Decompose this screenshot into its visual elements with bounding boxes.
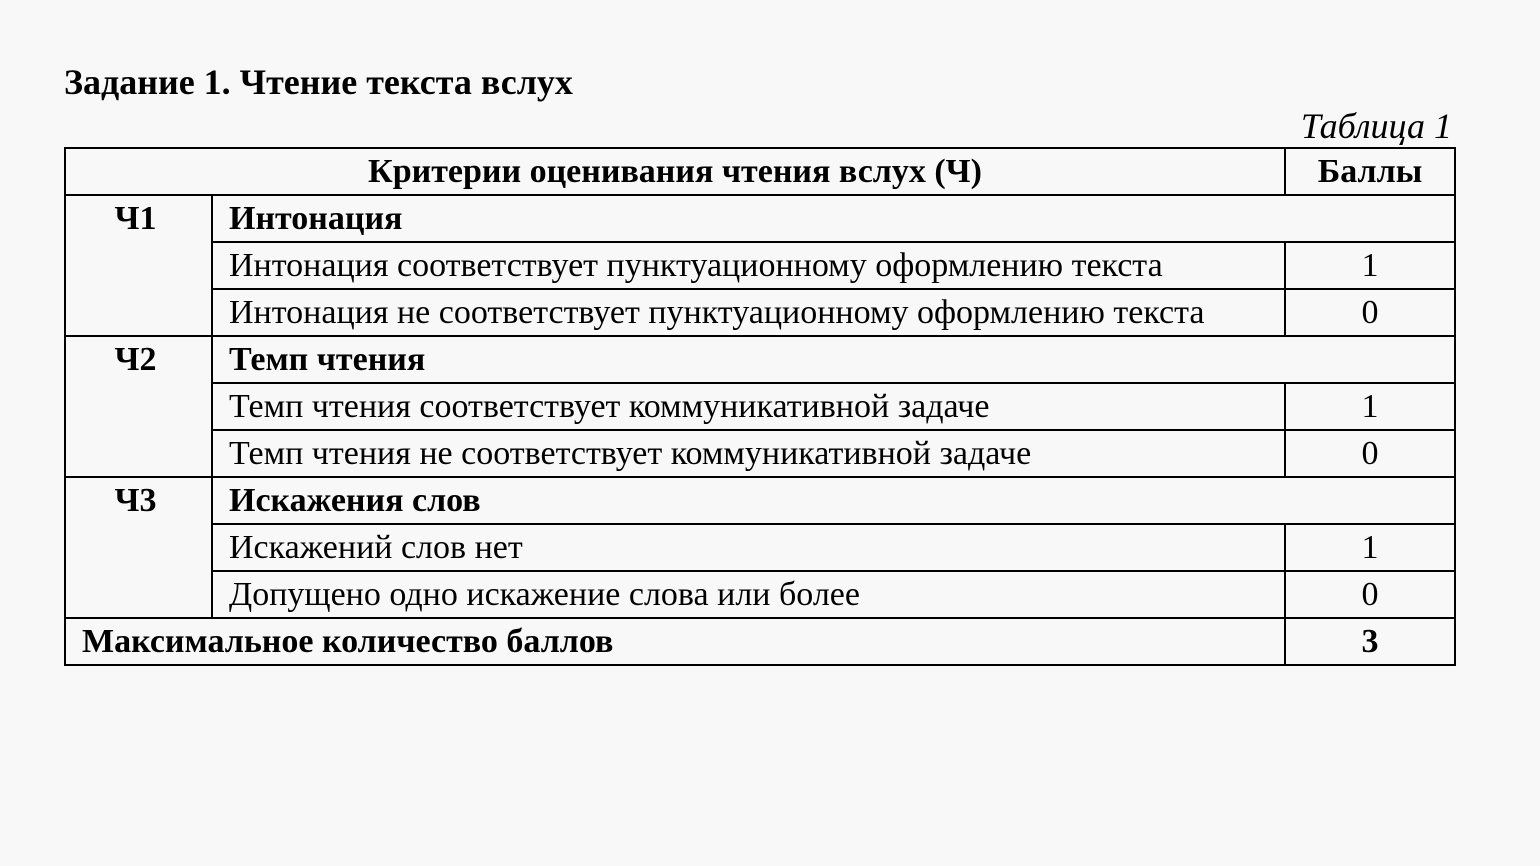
table-caption: Таблица 1: [1300, 106, 1452, 146]
criterion-title: Интонация: [212, 195, 1455, 242]
table-row: [65, 430, 1455, 477]
criterion-points: 1: [1285, 524, 1455, 571]
criteria-table: [64, 147, 1456, 666]
header-points: Баллы: [1285, 148, 1455, 195]
criterion-code: Ч1: [65, 195, 212, 336]
criterion-title: Темп чтения: [212, 336, 1455, 383]
criterion-description: Допущено одно искажение слова или более: [212, 571, 1285, 618]
criterion-points: 0: [1285, 289, 1455, 336]
criterion-title: Искажения слов: [212, 477, 1455, 524]
table-row: [65, 383, 1455, 430]
criterion-description: Темп чтения не соответствует коммуникативной задаче: [212, 430, 1285, 477]
criterion-points: 1: [1285, 383, 1455, 430]
table-row: [65, 524, 1455, 571]
criterion-points: 1: [1285, 242, 1455, 289]
criterion-code: Ч2: [65, 336, 212, 477]
table-header-row: [65, 148, 1455, 195]
criterion-description: Искажений слов нет: [212, 524, 1285, 571]
criterion-points: 0: [1285, 430, 1455, 477]
group-title-row: [65, 336, 1455, 383]
table-row: [65, 571, 1455, 618]
table-row: [65, 242, 1455, 289]
criterion-code: Ч3: [65, 477, 212, 618]
criterion-description: Интонация не соответствует пунктуационному оформлению текста: [212, 289, 1285, 336]
criterion-points: 0: [1285, 571, 1455, 618]
total-row: [65, 618, 1455, 665]
task-heading: Задание 1. Чтение текста вслух: [64, 62, 573, 102]
table-row: [65, 289, 1455, 336]
group-title-row: [65, 477, 1455, 524]
criterion-description: Темп чтения соответствует коммуникативной задаче: [212, 383, 1285, 430]
criterion-description: Интонация соответствует пунктуационному оформлению текста: [212, 242, 1285, 289]
total-points: 3: [1285, 618, 1455, 665]
group-title-row: [65, 195, 1455, 242]
total-label: Максимальное количество баллов: [65, 618, 1285, 665]
header-criteria: Критерии оценивания чтения вслух (Ч): [65, 148, 1285, 195]
